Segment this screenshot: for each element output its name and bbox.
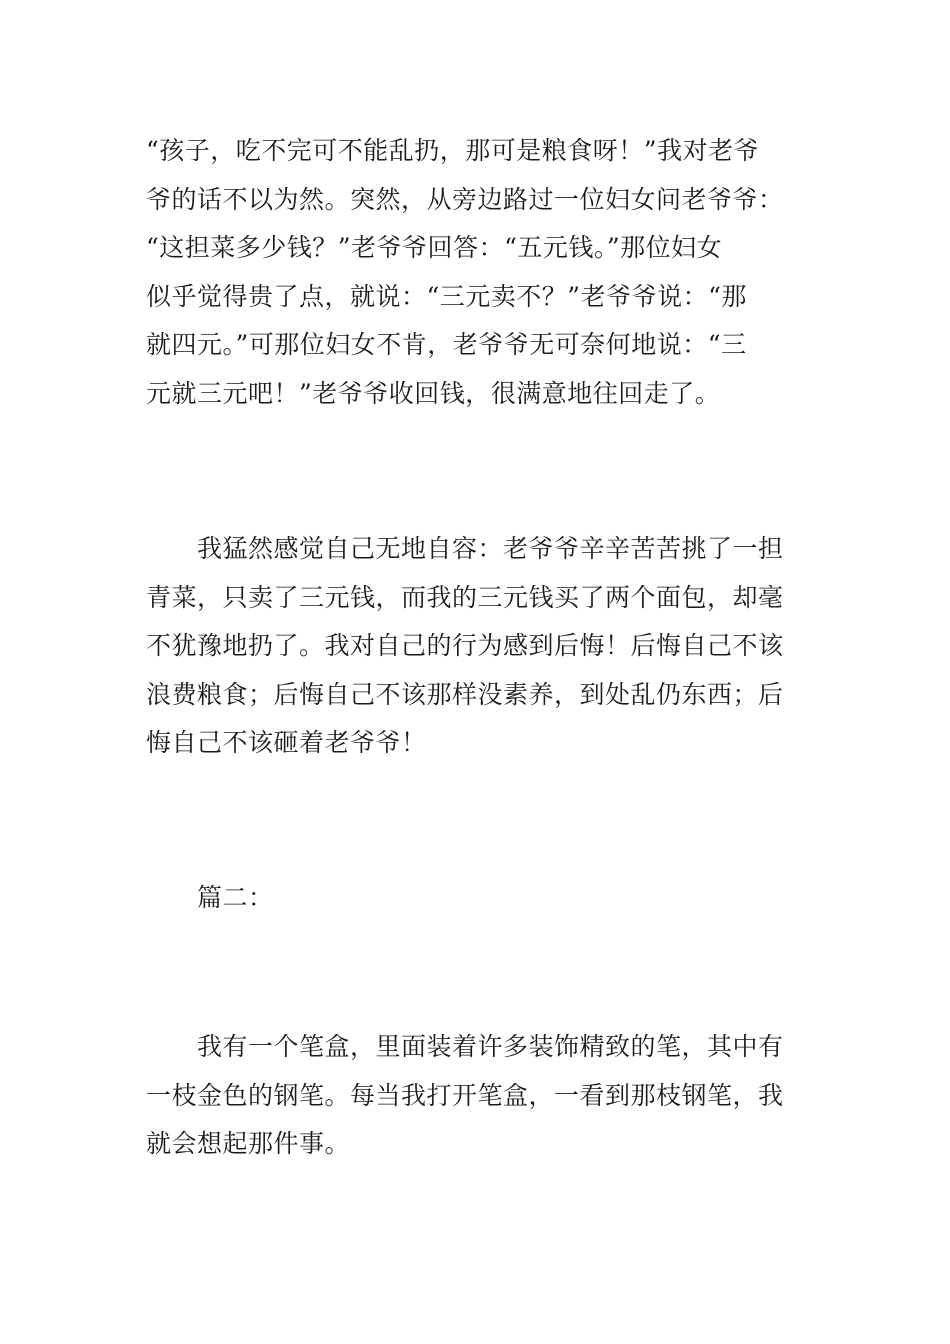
paragraph-3: 我有一个笔盒，里面装着许多装饰精致的笔，其中有 一枝金色的钢笔。每当我打开笔盒，一看到那枝钢笔，我 就会想起那件事。: [146, 1032, 784, 1159]
paragraph-1: “孩子，吃不完可不能乱扔，那可是粮食呀！”我对老爷 爷的话不以为然。突然，从旁边路过一位妇女问老爷爷： “这担菜多少钱？”老爷爷回答：“五元钱。”那位妇女 似乎觉得贵了点，就说：“三元卖不？”老爷爷说：“那 就四元。”可那位妇女不肯，老爷爷无可奈何地说：“三 元就三元吧！”老爷爷收回钱，很满意地往回走了。: [146, 136, 784, 408]
section-heading: 篇二：: [146, 883, 274, 912]
paragraph-2: 我猛然感觉自己无地自容：老爷爷辛辛苦苦挑了一担 青菜，只卖了三元钱，而我的三元钱买了两个面包，却毫 不犹豫地扔了。我对自己的行为感到后悔！后悔自己不该 浪费粮食；后悔自己不该那样没素养，到处乱仍东西；后 悔自己不该砸着老爷爷！: [146, 534, 784, 758]
